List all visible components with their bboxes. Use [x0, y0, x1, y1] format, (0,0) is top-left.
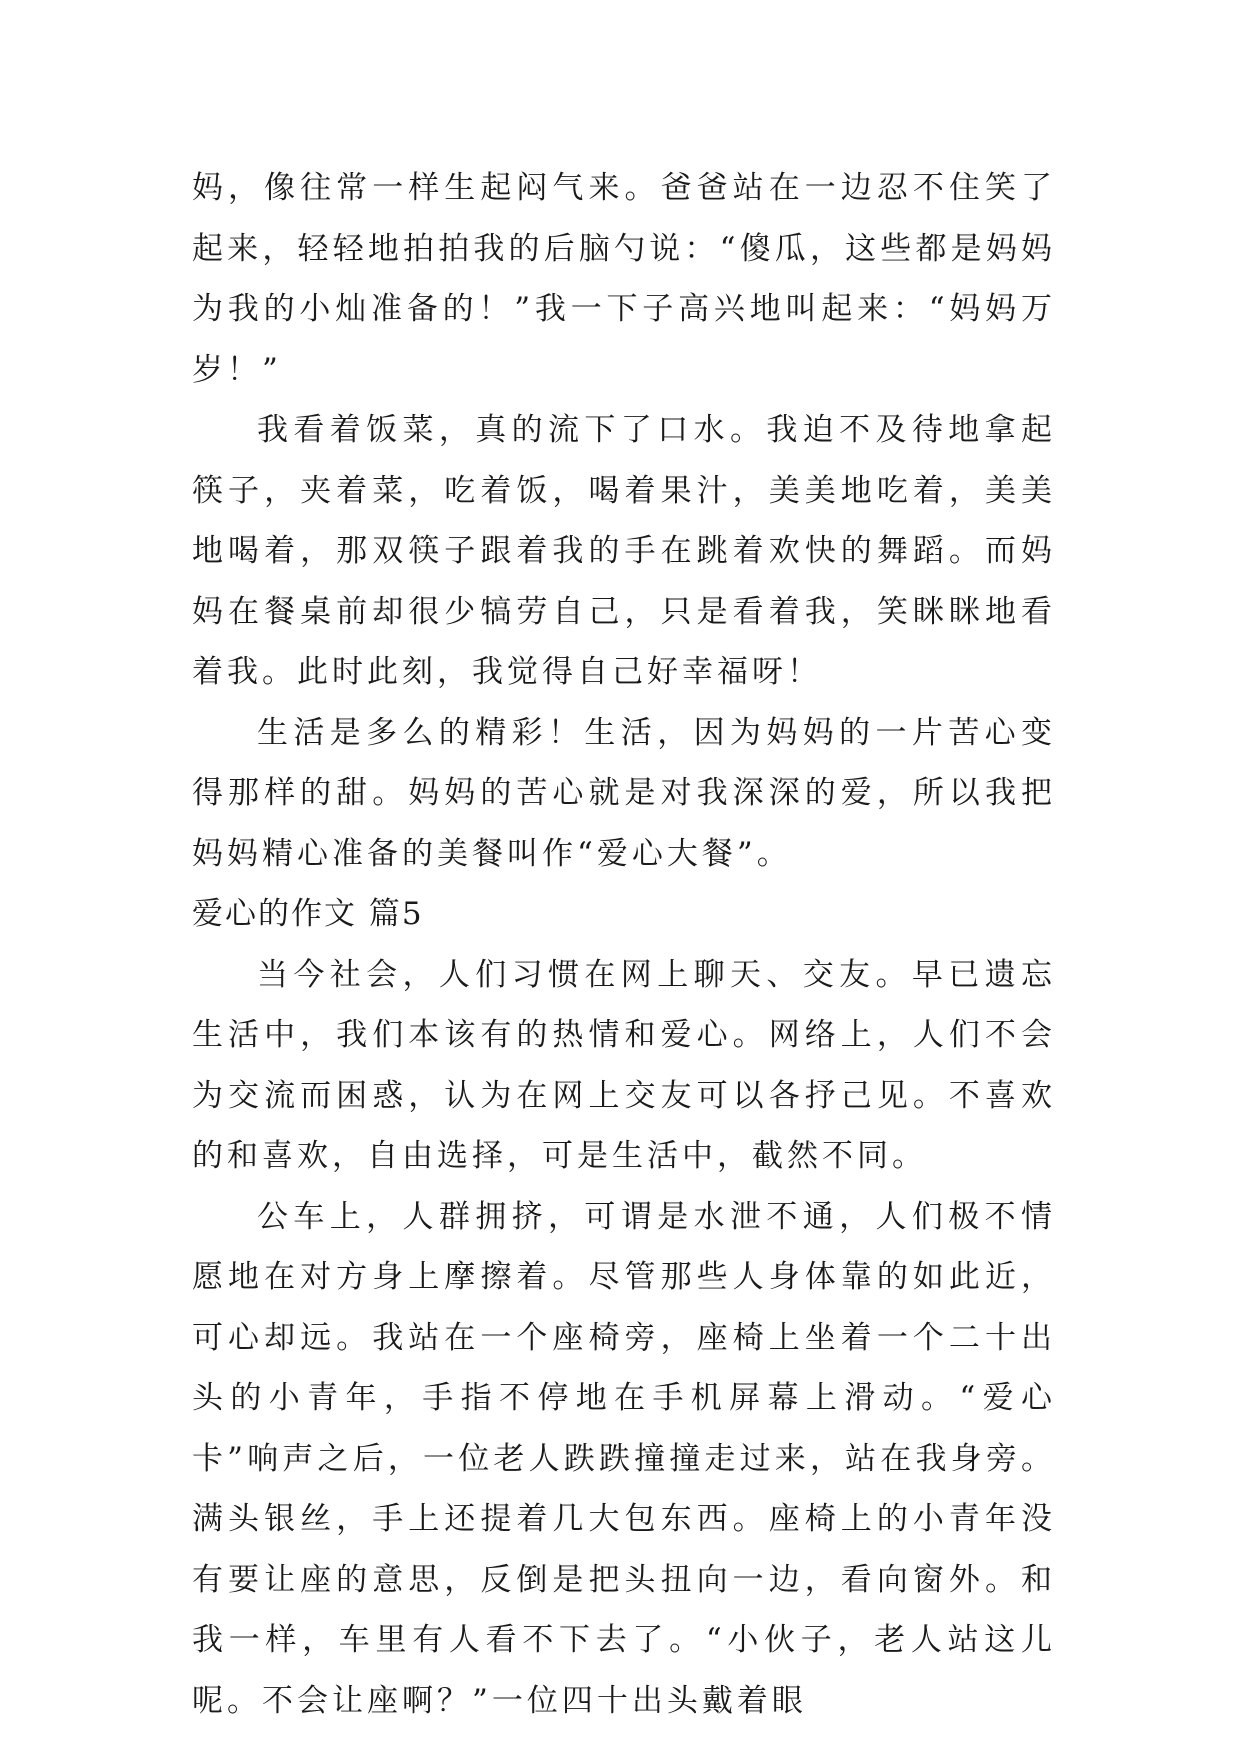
- document-body: [192, 158, 1056, 1731]
- paragraph-bus: 公车上，人群拥挤，可谓是水泄不通，人们极不情愿地在对方身上摩擦着。尽管那些人身体靠的如此近，可心却远。我站在一个座椅旁，座椅上坐着一个二十出头的小青年，手指不停地在手机屏幕上滑动。“爱心卡”响声之后，一位老人跌跌撞撞走过来，站在我身旁。满头银丝，手上还提着几大包东西。座椅上的小青年没有要让座的意思，反倒是把头扭向一边，看向窗外。和我一样，车里有人看不下去了。“小伙子，老人站这儿呢。不会让座啊？”一位四十出头戴着眼: [192, 1198, 1056, 1719]
- paragraph-continuation: 妈，像往常一样生起闷气来。爸爸站在一边忍不住笑了起来，轻轻地拍拍我的后脑勺说：“傻瓜，这些都是妈妈为我的小灿准备的！”我一下子高兴地叫起来：“妈妈万岁！”: [192, 170, 1056, 388]
- paragraph-society: 当今社会，人们习惯在网上聊天、交友。早已遗忘生活中，我们本该有的热情和爱心。网络上，人们不会为交流而困惑，认为在网上交友可以各抒己见。不喜欢的和喜欢，自由选择，可是生活中，截然不同。: [192, 956, 1056, 1174]
- paragraph-love-meal: 生活是多么的精彩！生活，因为妈妈的一片苦心变得那样的甜。妈妈的苦心就是对我深深的爱，所以我把妈妈精心准备的美餐叫作“爱心大餐”。: [192, 714, 1056, 872]
- section-heading: 爱心的作文 篇5: [192, 896, 424, 932]
- paragraph-dinner: 我看着饭菜，真的流下了口水。我迫不及待地拿起筷子，夹着菜，吃着饭，喝着果汁，美美地吃着，美美地喝着，那双筷子跟着我的手在跳着欢快的舞蹈。而妈妈在餐桌前却很少犒劳自己，只是看着我，笑眯眯地看着我。此时此刻，我觉得自己好幸福呀！: [192, 412, 1056, 690]
